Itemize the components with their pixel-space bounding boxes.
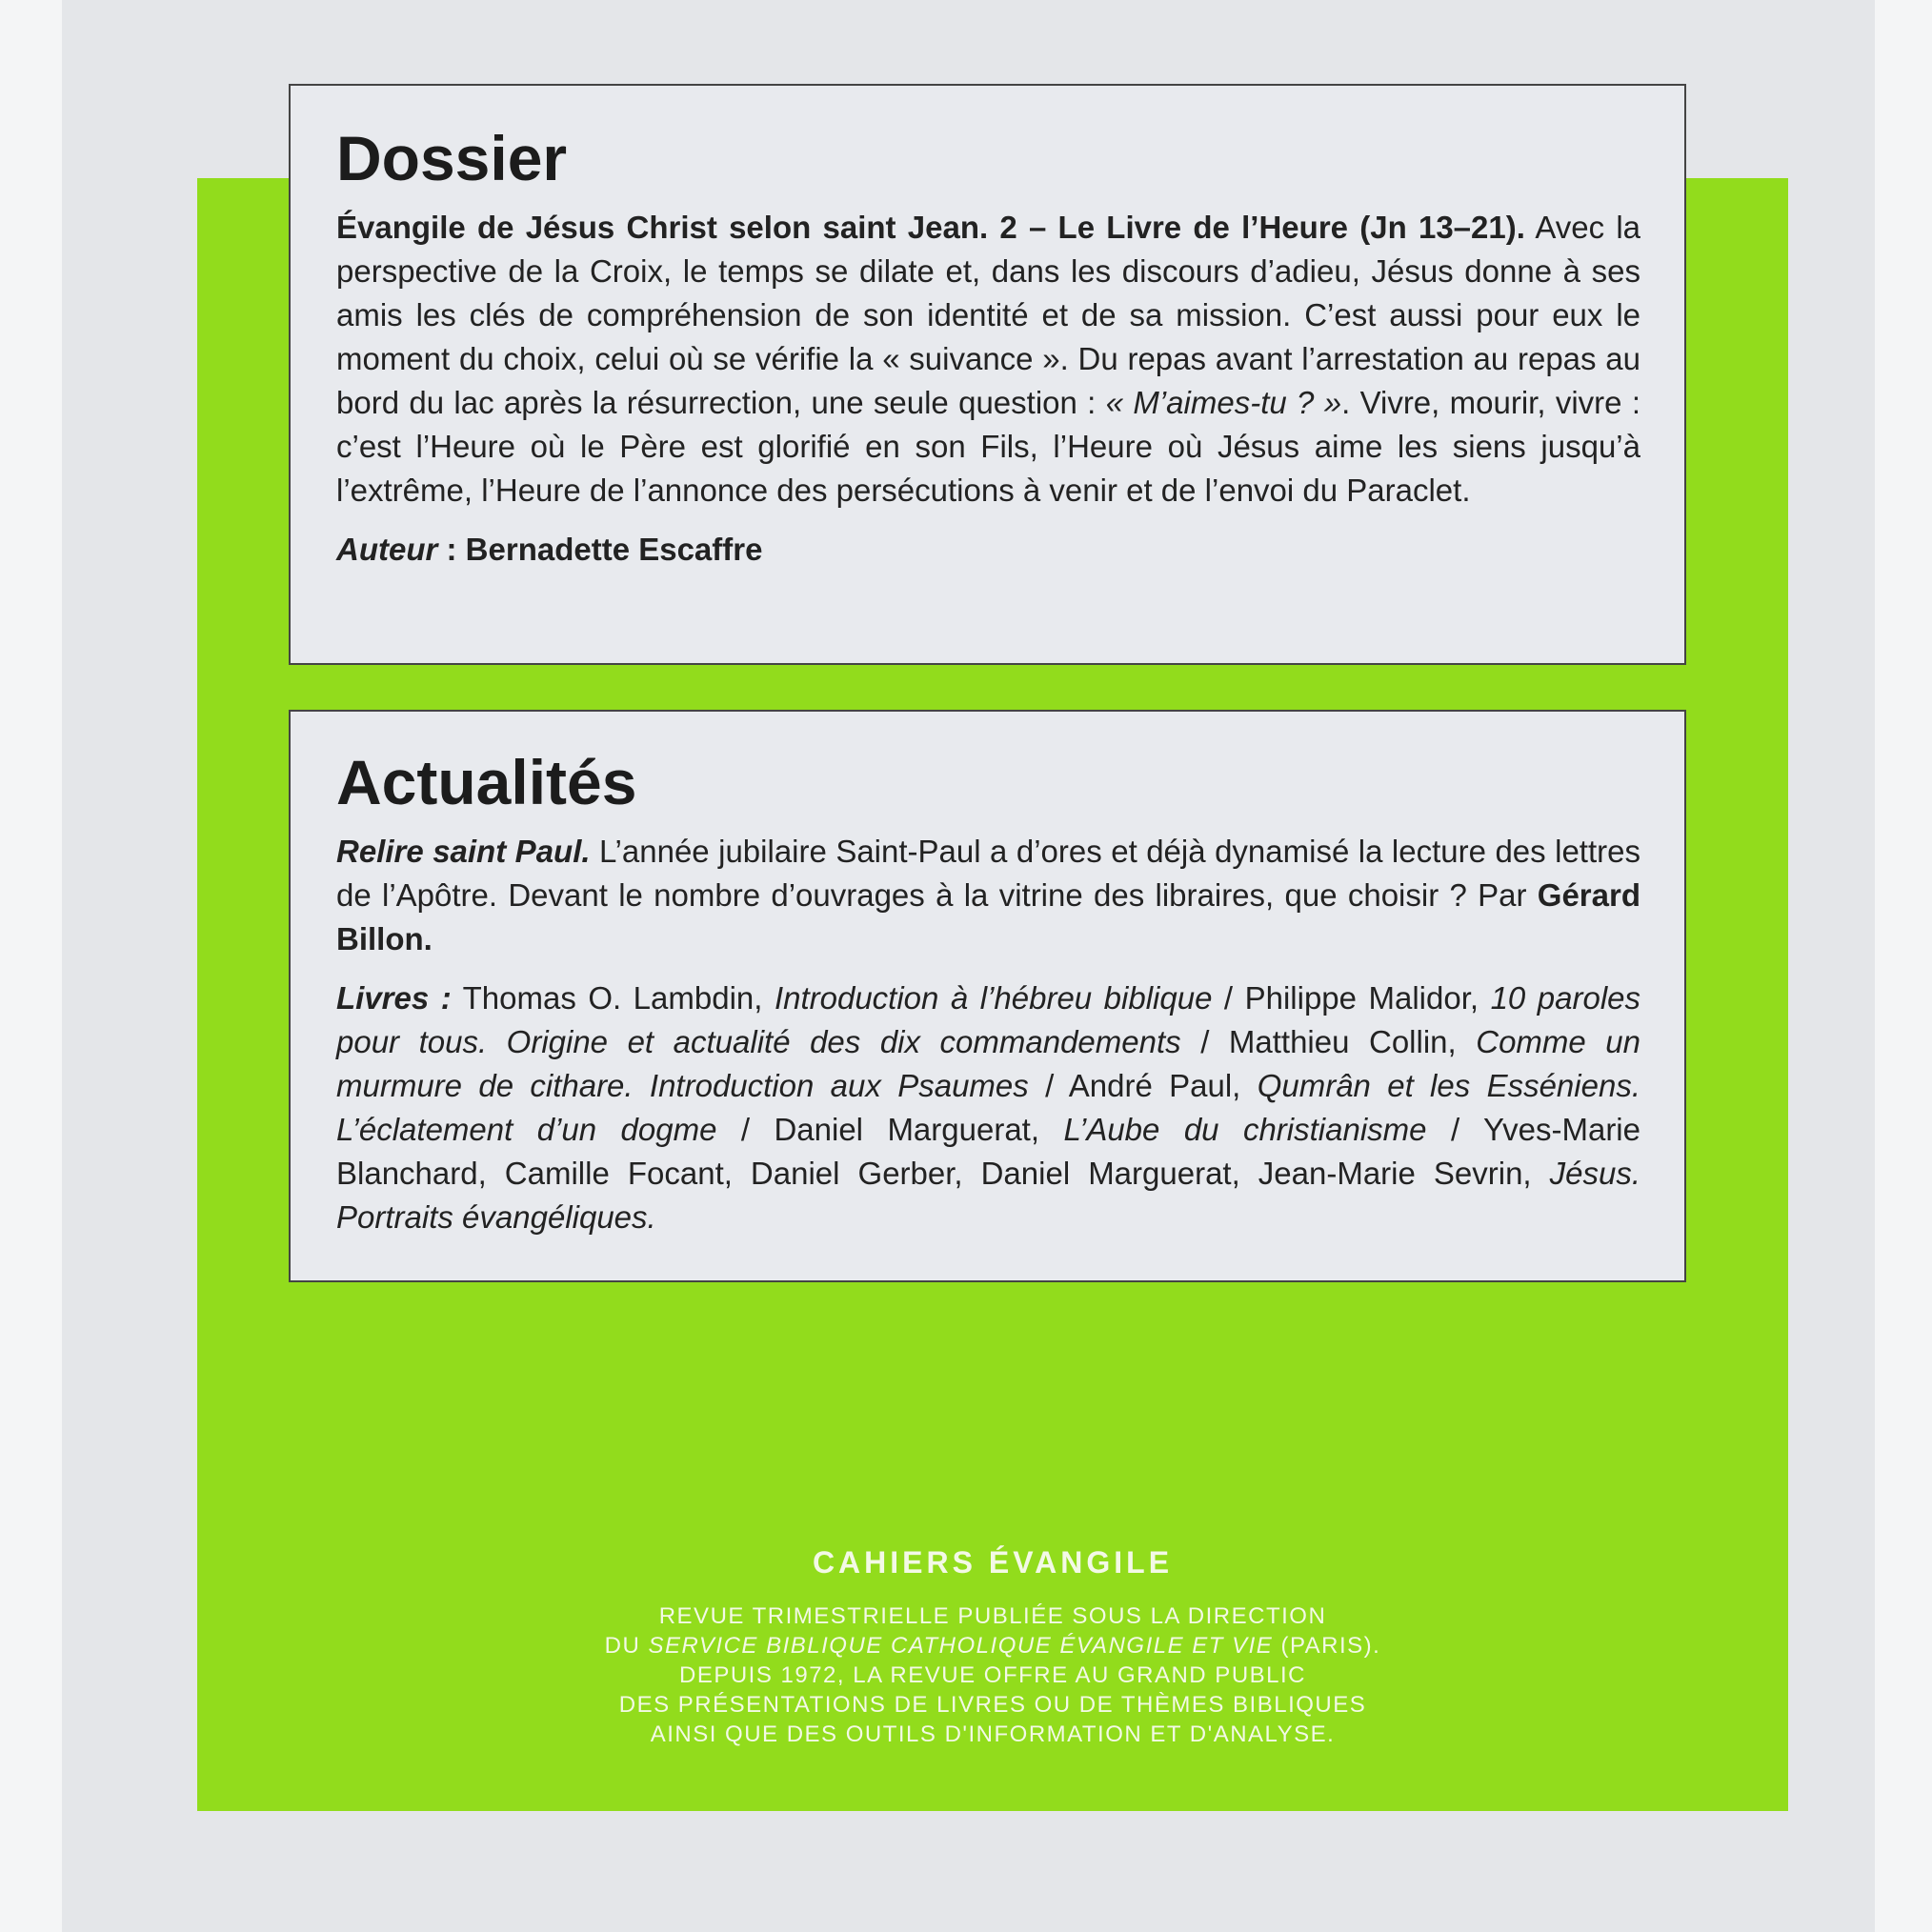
book-title: Comme un murmure de cithare. Introduction aux Psaumes <box>336 1024 1640 1103</box>
footer-text: (PARIS). <box>1273 1633 1381 1659</box>
actualites-box <box>289 710 1686 1282</box>
books-list <box>336 976 1640 1239</box>
book-author: / Yves-Marie Blanchard, Camille Focant, Daniel Gerber, Daniel Marguerat, Jean-Marie Sevrin, <box>336 1112 1640 1191</box>
publication-title: CAHIERS ÉVANGILE <box>812 1545 1174 1580</box>
lead-title: Relire saint Paul. <box>336 834 591 869</box>
book-author: Thomas O. Lambdin, <box>451 980 775 1016</box>
footer-line: DES PRÉSENTATIONS DE LIVRES OU DE THÈMES BIBLIQUES <box>618 1692 1367 1718</box>
book-author: / Philippe Malidor, <box>1212 980 1491 1016</box>
book-author: / André Paul, <box>1028 1068 1258 1103</box>
book-author: / Matthieu Collin, <box>1180 1024 1477 1059</box>
actualites-heading: Actualités <box>336 747 637 817</box>
dossier-text: Avec la perspective de la Croix, le temps se dilate et, dans les discours d’adieu, Jésus donne à ses amis les clés de compréhension de son identité et de sa mission. C’est aussi pour eux le moment du choix, celui où se vérifie la « suivance ». Du repas avant l’arrestation au repas au bord du lac après la résurrection, une seule question : <box>336 210 1641 420</box>
footer-line <box>197 1631 1788 1660</box>
lead-author: Gérard Billon. <box>336 877 1640 956</box>
footer-publisher: SERVICE BIBLIQUE CATHOLIQUE ÉVANGILE ET VIE <box>648 1633 1274 1659</box>
dossier-author-line <box>336 528 1640 572</box>
footer-line: AINSI QUE DES OUTILS D'INFORMATION ET D'ANALYSE. <box>650 1721 1336 1747</box>
author-name: Bernadette Escaffre <box>465 532 763 567</box>
book-title: L’Aube du christianisme <box>1063 1112 1427 1147</box>
book-title: Introduction à l’hébreu biblique <box>774 980 1213 1016</box>
book-title: Jésus. Portraits évangéliques. <box>336 1156 1640 1235</box>
footer-line: DEPUIS 1972, LA REVUE OFFRE AU GRAND PUBLIC <box>678 1662 1307 1688</box>
footer-line: REVUE TRIMESTRIELLE PUBLIÉE SOUS LA DIRECTION <box>658 1603 1327 1629</box>
book-title: 10 paroles pour tous. Origine et actualité des dix commandements <box>336 980 1641 1059</box>
author-label: Auteur <box>336 532 438 567</box>
dossier-heading: Dossier <box>336 123 568 193</box>
dossier-quote: « M’aimes-tu ? » <box>1105 385 1342 420</box>
dossier-summary <box>336 206 1640 513</box>
dossier-box <box>289 84 1686 665</box>
lead-text: L’année jubilaire Saint-Paul a d’ores et déjà dynamisé la lecture des lettres de l’Apôtre. Devant le nombre d’ouvrages à la vitrine des libraires, que choisir ? Par <box>336 834 1640 913</box>
footer-text: DU <box>604 1633 649 1659</box>
author-separator: : <box>437 532 466 567</box>
publication-info <box>197 1545 1788 1749</box>
books-label: Livres : <box>336 980 452 1016</box>
dossier-text-end: . Vivre, mourir, vivre : c’est l’Heure où le Père est glorifié en son Fils, l’Heure où Jésus aime les siens jusqu’à l’extrême, l’Heure de l’annonce des persécutions à venir et de l’envoi du Paraclet. <box>336 385 1640 508</box>
book-title: Qumrân et les Esséniens. L’éclatement d’un dogme <box>336 1068 1640 1147</box>
book-author: / Daniel Marguerat, <box>716 1112 1064 1147</box>
dossier-title: Évangile de Jésus Christ selon saint Jean. 2 – Le Livre de l’Heure (Jn 13–21). <box>336 210 1525 245</box>
actualites-lead <box>336 830 1640 961</box>
